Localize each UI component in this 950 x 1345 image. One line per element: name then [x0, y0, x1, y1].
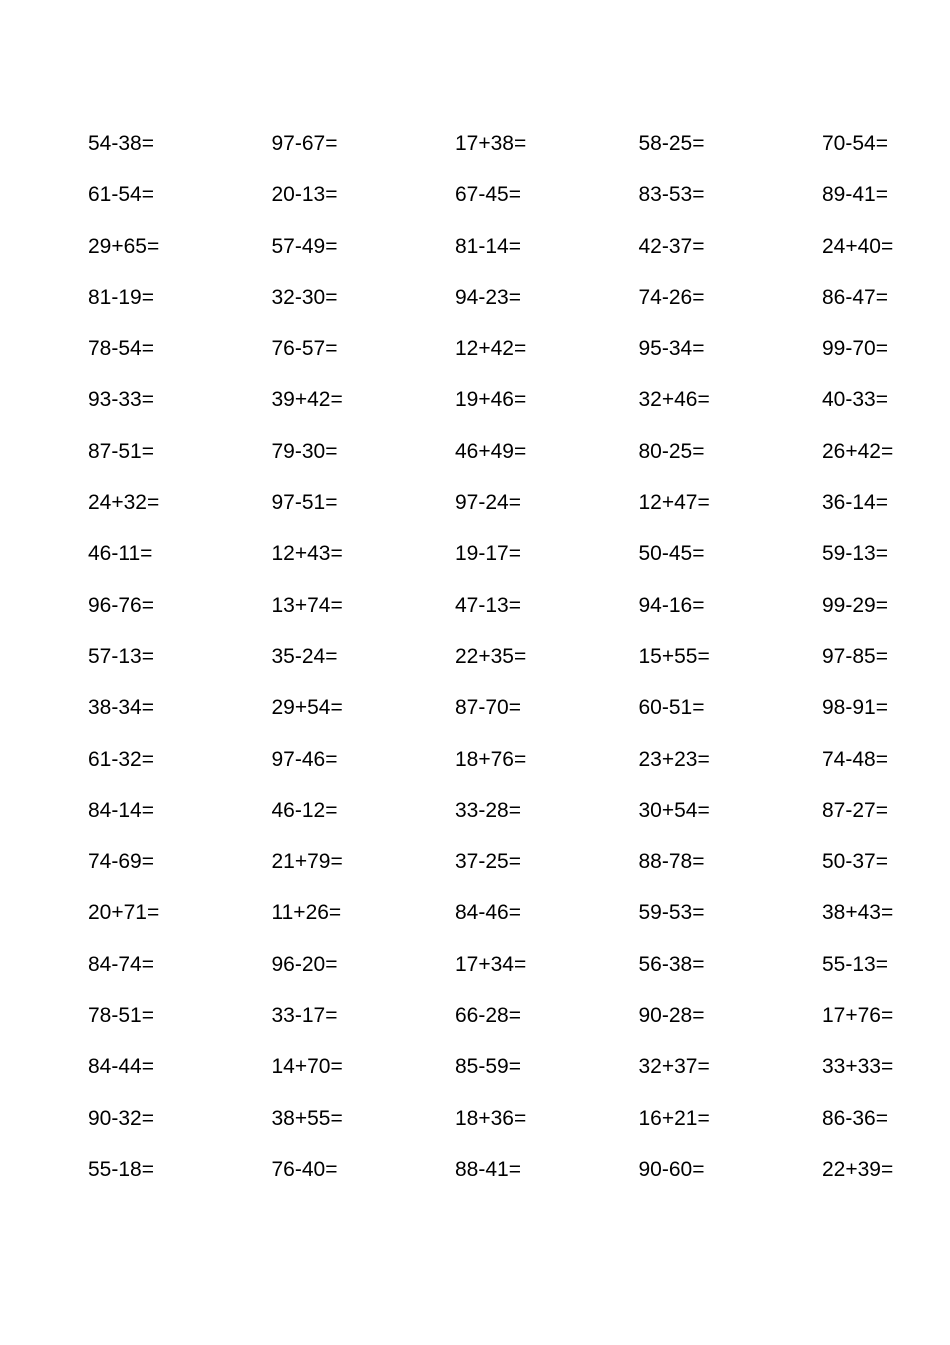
- arithmetic-problem: 90-60=: [638, 1157, 705, 1181]
- problem-row: [88, 690, 928, 741]
- arithmetic-problem: 17+34=: [455, 952, 527, 976]
- arithmetic-problem: 59-13=: [822, 542, 888, 566]
- arithmetic-problem: 96-76=: [88, 593, 154, 617]
- arithmetic-problem: 87-51=: [88, 439, 154, 463]
- arithmetic-problem: 38+43=: [822, 901, 894, 925]
- arithmetic-problem: 20+71=: [88, 901, 160, 925]
- arithmetic-problem: 12+47=: [638, 491, 710, 515]
- arithmetic-problem: 39+42=: [271, 388, 343, 412]
- arithmetic-problem: 76-40=: [271, 1157, 338, 1181]
- arithmetic-problem: 14+70=: [271, 1055, 343, 1079]
- arithmetic-problem: 47-13=: [455, 593, 521, 617]
- arithmetic-problem: 74-69=: [88, 850, 154, 874]
- arithmetic-problem: 97-85=: [822, 644, 888, 668]
- problem-row: [88, 280, 928, 331]
- arithmetic-problem: 37-25=: [455, 850, 521, 874]
- arithmetic-problem: 33-17=: [271, 1004, 338, 1028]
- problem-row: [88, 331, 928, 382]
- arithmetic-problem: 42-37=: [638, 234, 705, 258]
- arithmetic-problem: 19+46=: [455, 388, 527, 412]
- arithmetic-problem: 84-44=: [88, 1055, 154, 1079]
- arithmetic-problem: 95-34=: [638, 337, 705, 361]
- arithmetic-problem: 54-38=: [88, 132, 154, 155]
- arithmetic-problem: 87-70=: [455, 696, 521, 720]
- arithmetic-problem: 12+42=: [455, 337, 527, 361]
- arithmetic-problem: 23+23=: [638, 747, 710, 771]
- arithmetic-problem: 32+37=: [638, 1055, 710, 1079]
- arithmetic-problem: 81-19=: [88, 285, 154, 309]
- arithmetic-problem: 46-11=: [88, 542, 153, 566]
- arithmetic-problem: 90-28=: [638, 1004, 705, 1028]
- problem-row: [88, 998, 928, 1049]
- problem-row: [88, 382, 928, 433]
- problem-row: [88, 844, 928, 895]
- arithmetic-problem-grid: [88, 126, 928, 1203]
- arithmetic-problem: 17+38=: [455, 132, 527, 155]
- arithmetic-problem: 15+55=: [638, 644, 710, 668]
- arithmetic-problem: 22+39=: [822, 1157, 894, 1181]
- arithmetic-problem: 26+42=: [822, 439, 894, 463]
- arithmetic-problem: 24+40=: [822, 234, 894, 258]
- arithmetic-problem: 97-67=: [271, 132, 338, 155]
- arithmetic-problem: 84-74=: [88, 952, 154, 976]
- arithmetic-problem: 22+35=: [455, 644, 527, 668]
- arithmetic-problem: 33+33=: [822, 1055, 894, 1079]
- problem-row: [88, 434, 928, 485]
- problem-row: [88, 229, 928, 280]
- arithmetic-problem: 57-49=: [271, 234, 338, 258]
- arithmetic-problem: 89-41=: [822, 183, 888, 207]
- arithmetic-problem: 55-18=: [88, 1157, 154, 1181]
- arithmetic-problem: 21+79=: [271, 850, 343, 874]
- arithmetic-problem: 46-12=: [271, 798, 338, 822]
- arithmetic-problem: 78-51=: [88, 1004, 154, 1028]
- arithmetic-problem: 18+36=: [455, 1106, 527, 1130]
- arithmetic-problem: 11+26=: [271, 901, 342, 925]
- arithmetic-problem: 38-34=: [88, 696, 154, 720]
- problem-row: [88, 793, 928, 844]
- arithmetic-problem: 85-59=: [455, 1055, 521, 1079]
- problem-row: [88, 177, 928, 228]
- problem-row: [88, 485, 928, 536]
- arithmetic-problem: 86-36=: [822, 1106, 888, 1130]
- arithmetic-problem: 96-20=: [271, 952, 338, 976]
- problem-row: [88, 639, 928, 690]
- arithmetic-problem: 81-14=: [455, 234, 521, 258]
- arithmetic-problem: 78-54=: [88, 337, 154, 361]
- arithmetic-problem: 93-33=: [88, 388, 154, 412]
- problem-row: [88, 588, 928, 639]
- problem-row: [88, 895, 928, 946]
- arithmetic-problem: 67-45=: [455, 183, 521, 207]
- arithmetic-problem: 30+54=: [638, 798, 710, 822]
- arithmetic-problem: 94-16=: [638, 593, 705, 617]
- arithmetic-problem: 24+32=: [88, 491, 160, 515]
- arithmetic-problem: 16+21=: [638, 1106, 710, 1130]
- arithmetic-problem: 97-24=: [455, 491, 521, 515]
- arithmetic-problem: 97-46=: [271, 747, 338, 771]
- arithmetic-problem: 40-33=: [822, 388, 888, 412]
- arithmetic-problem: 70-54=: [822, 132, 888, 155]
- arithmetic-problem: 13+74=: [271, 593, 343, 617]
- arithmetic-problem: 74-26=: [638, 285, 705, 309]
- arithmetic-problem: 87-27=: [822, 798, 888, 822]
- arithmetic-problem: 88-78=: [638, 850, 705, 874]
- arithmetic-problem: 12+43=: [271, 542, 343, 566]
- arithmetic-problem: 57-13=: [88, 644, 154, 668]
- arithmetic-problem: 61-54=: [88, 183, 154, 207]
- arithmetic-problem: 59-53=: [638, 901, 705, 925]
- problem-row: [88, 1101, 928, 1152]
- arithmetic-problem: 32+46=: [638, 388, 710, 412]
- arithmetic-problem: 50-37=: [822, 850, 888, 874]
- arithmetic-problem: 88-41=: [455, 1157, 521, 1181]
- arithmetic-problem: 58-25=: [638, 132, 705, 155]
- arithmetic-problem: 32-30=: [271, 285, 338, 309]
- arithmetic-problem: 29+65=: [88, 234, 160, 258]
- arithmetic-problem: 76-57=: [271, 337, 338, 361]
- arithmetic-problem: 17+76=: [822, 1004, 894, 1028]
- arithmetic-problem: 46+49=: [455, 439, 527, 463]
- arithmetic-problem: 84-14=: [88, 798, 154, 822]
- problem-row: [88, 947, 928, 998]
- arithmetic-problem: 83-53=: [638, 183, 705, 207]
- arithmetic-problem: 20-13=: [271, 183, 338, 207]
- arithmetic-problem: 94-23=: [455, 285, 521, 309]
- arithmetic-problem: 19-17=: [455, 542, 521, 566]
- problem-row: [88, 126, 928, 177]
- arithmetic-problem: 84-46=: [455, 901, 521, 925]
- arithmetic-problem: 36-14=: [822, 491, 888, 515]
- arithmetic-problem: 38+55=: [271, 1106, 343, 1130]
- arithmetic-problem: 66-28=: [455, 1004, 521, 1028]
- arithmetic-problem: 33-28=: [455, 798, 521, 822]
- arithmetic-problem: 86-47=: [822, 285, 888, 309]
- arithmetic-problem: 99-70=: [822, 337, 888, 361]
- arithmetic-problem: 74-48=: [822, 747, 888, 771]
- arithmetic-problem: 80-25=: [638, 439, 705, 463]
- arithmetic-problem: 60-51=: [638, 696, 705, 720]
- problem-row: [88, 742, 928, 793]
- arithmetic-problem: 99-29=: [822, 593, 888, 617]
- problem-row: [88, 1152, 928, 1203]
- arithmetic-problem: 61-32=: [88, 747, 154, 771]
- arithmetic-problem: 50-45=: [638, 542, 705, 566]
- arithmetic-problem: 98-91=: [822, 696, 888, 720]
- arithmetic-problem: 18+76=: [455, 747, 527, 771]
- arithmetic-problem: 29+54=: [271, 696, 343, 720]
- arithmetic-problem: 79-30=: [271, 439, 338, 463]
- problem-row: [88, 1049, 928, 1100]
- problem-row: [88, 536, 928, 587]
- arithmetic-problem: 56-38=: [638, 952, 705, 976]
- arithmetic-problem: 90-32=: [88, 1106, 154, 1130]
- arithmetic-problem: 97-51=: [271, 491, 338, 515]
- arithmetic-problem: 35-24=: [271, 644, 338, 668]
- arithmetic-problem: 55-13=: [822, 952, 888, 976]
